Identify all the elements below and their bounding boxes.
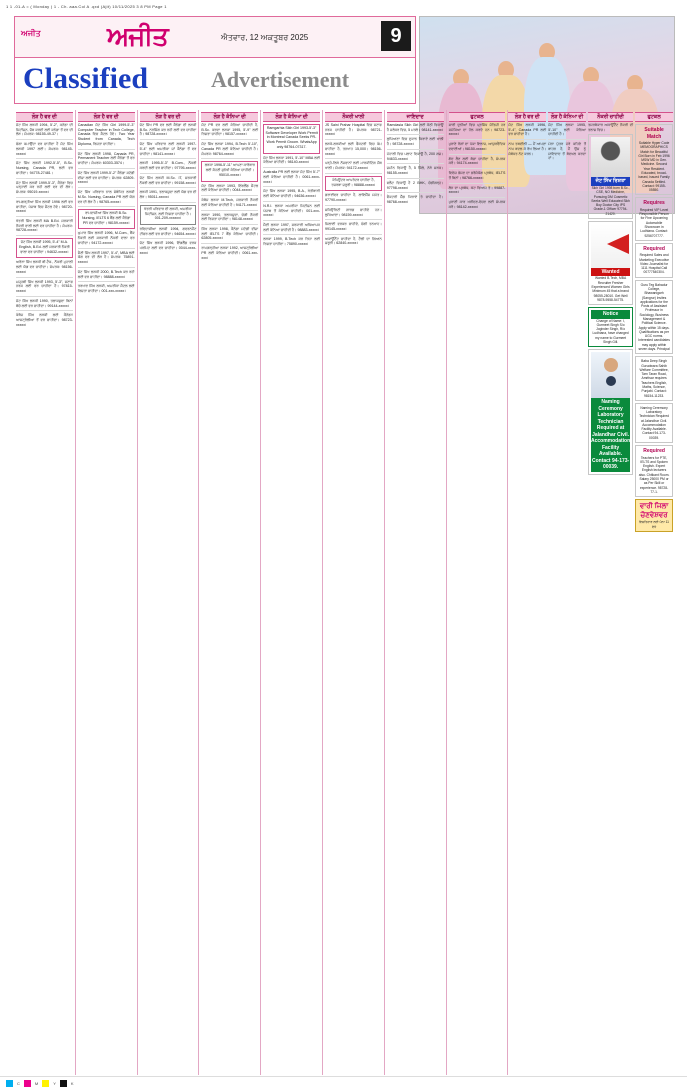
column-7 xyxy=(385,110,447,1075)
rail-category-heading: ਲੋੜ ਹੈ ਵਰ ਦੀ xyxy=(508,112,546,122)
ad-item: ਮਜ਼੍ਹਬੀ ਸਿੱਖ ਲੜਕੀ 1993, 5'-3", ਸਟਾਫ ਨਰਸ ਲਈ ਵਰ ਚਾਹੀਦਾ ਹੈ। 97815-xxxxx। xyxy=(16,279,73,294)
display-ad-title: Required xyxy=(643,245,665,252)
ad-item: ਮੋਹਾਲੀ ਵਿਚ ਪਲਾਟ ਵਿਕਾਊ ਹੈ, 200 ਗਜ਼। 94633-xxxxx। xyxy=(386,151,444,161)
magenta-swatch xyxy=(24,1080,31,1087)
rail-category-heading: ਫੁਟਕਲ xyxy=(635,112,673,122)
column-3 xyxy=(138,110,200,1075)
person-silhouette-icon xyxy=(591,137,630,177)
category-heading: ਲੋੜ ਹੈ ਕੰਨਿਆ ਦੀ xyxy=(263,112,320,122)
notice-title: Notice xyxy=(591,310,630,319)
footer-promo-title: ਵਾਰੀ ਜਿਲਾ ਚੋਣਵੇਸ਼ਵਰ xyxy=(639,503,669,520)
ad-item: ਘੁਮਾਰ ਸਿੱਖ ਲੜਕੀ 1996, M.Com., ਬੈਂਕ ਨੌਕਰੀ ਲਈ ਸਰਕਾਰੀ ਨੌਕਰੀ ਵਾਲਾ ਵਰ ਚਾਹੀਦਾ। 94172-xxxxx। xyxy=(77,231,135,245)
footer-promo-ad[interactable] xyxy=(635,499,673,532)
ad-item: ਲੜਕੇ-ਲੜਕੀਆਂ ਲਈ ਫੈਕਟਰੀ ਵਿਚ ਕੰਮ ਚਾਹੀਦਾ ਹੈ, ਤਨਖਾਹ 15,000। 98156-xxxxx। xyxy=(324,142,382,156)
ad-item: Ramdasia Sikh Girl ਲਈ ਕੋਠੀ ਵਿਕਾਊ ਹੈ ਜਲੰਧਰ ਵਿਚ, 5 ਮਰਲੇ। 98141-xxxxx। xyxy=(386,123,444,132)
ad-item: ਸਾਰੀ ਦੁਨੀਆਂ ਵਿਚ ਪ੍ਰਸਿੱਧ ਜੋਤਿਸ਼ੀ ਹਰ ਸਮੱਸਿਆ ਦਾ ਹੱਲ ਕਰਦੇ ਹਨ। 98723-xxxxx। xyxy=(448,123,506,137)
ad-item: ਲੜਕੀ 1995-5'-3" B.Com., ਨੌਕਰੀ ਕਰਦੀ ਲਈ ਵਰ ਚਾਹੀਦਾ। 97795-xxxxx। xyxy=(139,161,197,171)
display-ad-nurses[interactable] xyxy=(588,349,633,475)
column-2 xyxy=(76,110,138,1075)
display-ad-megaphone[interactable] xyxy=(588,221,633,305)
ad-item: ਜੱਟ ਸਿੱਖ ਲੜਕੀ 1998, Canada PR, Permanent Teacher ਲਈ ਕੈਨੇਡਾ ਤੋਂ ਵਰ ਚਾਹੀਦਾ। ਸੰਪਰਕ: 60303-3574। xyxy=(77,151,135,166)
ad-item: ਸੈਣੀ ਸਿੱਖ ਲੜਕੀ 1997, 5'-4", MBA ਲਈ ਯੋਗ ਵਰ ਦੀ ਲੋੜ ਹੈ। ਸੰਪਰਕ: 75891-xxxxx। xyxy=(77,250,135,265)
ad-item: ਚੰਗਾ ਕਮਾਉਂਦਾ ਵਰ ਚਾਹੀਦਾ ਹੈ ਜੱਟ ਸਿੱਖ ਲੜਕੀ 1997 ਲਈ। ਸੰਪਰਕ: 98145-xxxxx। xyxy=(16,142,73,156)
ad-item: ਪੁਰਾਣੇ ਰੋਗਾਂ ਦਾ ਪੱਕਾ ਇਲਾਜ, ਆਯੁਰਵੈਦਿਕ ਦਵਾਈਆਂ। 98150-xxxxx। xyxy=(448,142,506,151)
display-ad-requires[interactable] xyxy=(635,197,673,240)
display-ad-title: Requires xyxy=(643,200,665,207)
column-1 xyxy=(14,110,76,1075)
rail-ad: ਜੱਟ ਸਿੱਖ ਲੜਕੀ 1996, 5'-4", Canada PR ਲਈ ਵਰ ਚਾਹੀਦਾ ਹੈ। xyxy=(508,123,547,137)
ad-item: ਸਿੱਖ ਲੜਕਾ 1998, ਕੈਨੇਡਾ ਸਟੱਡੀ ਵੀਜ਼ਾ ਲਈ IELTS 7 ਬੈਂਡ ਕੰਨਿਆ ਚਾਹੀਦੀ। 62805-xxxxx। xyxy=(201,227,259,241)
display-ad-title: Wanted xyxy=(591,268,630,277)
ad-item: ਸਿਲਾਈ ਵਰਕਰ ਚਾਹੀਦੇ, ਚੰਗੀ ਤਨਖਾਹ। 99145-xxxxx। xyxy=(324,222,382,232)
ad-item: ਜੱਟ ਸਿੱਖ ਲੜਕਾ 1991, 5'-10" MBA ਲਈ ਕੰਨਿਆ ਚਾਹੀਦੀ। 98140-xxxxx। xyxy=(263,155,320,165)
ad-item: ਫੈਕਟਰੀ ਸ਼ੈੱਡ ਕਿਰਾਏ ਤੇ ਚਾਹੀਦਾ ਹੈ। 98768-xxxxx। xyxy=(386,195,444,205)
classified-title: Classified xyxy=(23,62,149,95)
magenta-label: M xyxy=(34,1080,39,1086)
display-ad-notice[interactable] xyxy=(588,307,633,347)
display-ad-required[interactable] xyxy=(635,243,673,278)
ad-item: ਕੰਬੋਜ ਸਿੱਖ ਲੜਕੀ ਲਈ ਕੈਨੇਡਾ/ਆਸਟ੍ਰੇਲੀਆ ਤੋਂ ਵਰ ਚਾਹੀਦਾ। 98723-xxxxx। xyxy=(16,313,73,327)
category-heading: ਲੋੜ ਹੈ ਕੰਨਿਆ ਦੀ xyxy=(201,112,258,122)
ad-item: ਤਰਖਾਣ ਸਿੱਖ ਲੜਕੀ, ਅਮਰੀਕਾ ਸੈਟਲ ਲਈ ਰਿਸ਼ਤਾ ਚਾਹੀਦਾ। 001-xxx-xxxxx। xyxy=(77,284,135,294)
category-heading: ਫੁਟਕਲ xyxy=(449,112,506,122)
display-ad-school[interactable] xyxy=(635,356,673,401)
megaphone-icon xyxy=(591,224,630,268)
rail-small-ad: ਨਾਮ ਤਬਦੀਲੀ — ਮੈਂ ਆਪਣਾ ਨਾਮ ਬਦਲ ਕੇ ਰੱਖ ਲਿਆ ਹੈ। ਸੰਬੰਧਤ ਨੋਟ ਕਰਨ। xyxy=(508,142,547,156)
ad-item: N.R.I. ਲੜਕਾ ਅਮਰੀਕਾ ਸਿਟੀਜ਼ਨ ਲਈ ਪੰਜਾਬ ਤੋਂ ਕੰਨਿਆ ਚਾਹੀਦੀ। 001-xxx-xxxxx। xyxy=(263,203,320,218)
print-header xyxy=(0,0,687,12)
ad-item: Canadian ਜੱਟ ਸਿੱਖ Girl 1999-5'-3" Computer Teacher in Tech College, Canada ਵਿਚ ਸੈਟਲ ਹੋਵੇ। Two Year Student from Canada, Tech Diploma, ਰਿਸ਼ਤਾ ਚਾਹੀਦਾ। xyxy=(77,123,135,146)
school-ad-text: Baba Deep Singh Gurudwara Sahib Welfare Committee, Tarn Taran Road, Amritsar requires Teachers English, Maths, Science, Punjabi. Contact: 98154-11233. xyxy=(639,359,669,398)
display-ad-body: Required Sales and Marketing Executive Video Journalist for 1111 Hospital Call 00777540304. xyxy=(639,253,669,275)
display-ad-lab[interactable] xyxy=(635,403,673,443)
ad-item-boxed: ਲੜਕਾ 1996-5'-11" ਆਪਣਾ ਕਾਰੋਬਾਰ ਲਈ ਸੋਹਣੀ ਸੁਨੱਖੀ ਕੰਨਿਆ ਚਾਹੀਦੀ। 95010-xxxxx। xyxy=(204,163,255,177)
ad-item: ਰਵਿਦਾਸੀਆ ਲੜਕੀ 1994, ਗਵਰਨਮੈਂਟ ਟੀਚਰ ਲਈ ਵਰ ਚਾਹੀਦਾ। 94654-xxxxx। xyxy=(139,227,197,236)
ad-item: ਜੱਟ ਸਿੱਖ ਲੜਕਾ 1995, B.A., ਖੇਤੀਬਾੜੀ ਲਈ ਕੰਨਿਆ ਚਾਹੀਦੀ। 94636-xxxxx। xyxy=(263,189,320,199)
display-ad-body: Sikh Girl 1998 born B.Sc., CSE, NO Medicine, Pursuing DM Cosmetic Seeks Well Educated Sikh Boy Doctor City IPS Grade-1 Officer 97794-21420. xyxy=(591,185,630,216)
ad-item: ਜ਼ਮੀਨ ਵਿਕਾਊ ਹੈ, 5 ਕਿੱਲੇ, ਨੇੜੇ ਸੜਕ। 98155-xxxxx। xyxy=(386,166,444,176)
masthead xyxy=(14,16,416,104)
ad-item: ਸਕਿਉਰਿਟੀ ਗਾਰਡ ਚਾਹੀਦੇ ਹਨ। ਲੁਧਿਆਣਾ। 98159-xxxxx। xyxy=(324,207,382,217)
display-ad-body: Suitable Hyper Code MEMOGRAPHICS Match for Beautiful Girl Born in Feb 1996 MSW MD in Gen. Medicine. Second Year Resident. Educated, broad-based, Issued Family Canada Settled. Contact: 99155-05550. xyxy=(638,141,670,193)
color-registration-bar xyxy=(0,1076,687,1089)
ad-item: ਪੁਰਾਣੀ ਕਾਰ ਖਰੀਦਣ-ਵੇਚਣ ਲਈ ਸੰਪਰਕ ਕਰੋ। 98142-xxxxx। xyxy=(448,200,506,209)
ad-item: ਡਰਾਈਵਰ ਚਾਹੀਦਾ ਹੈ, ਲਾਇਸੈਂਸ ਸਮੇਤ। 97790-xxxxx। xyxy=(324,193,382,203)
category-heading: ਲੋੜ ਹੈ ਵਰ ਦੀ xyxy=(140,112,197,122)
ad-item: ਕੰਬੋਜ ਲੜਕਾ M.Tech, ਸਰਕਾਰੀ ਨੌਕਰੀ ਲਈ ਕੰਨਿਆ ਚਾਹੀਦੀ ਹੈ। 94171-xxxxx। xyxy=(201,198,259,207)
ad-item: ਜੱਟ ਸਿੱਖ ਲੜਕਾ 1994, B.Tech 5'-10", Canada PR ਲਈ ਕੰਨਿਆ ਚਾਹੀਦੀ ਹੈ। ਸੰਪਰਕ: 98764-xxxxx। xyxy=(201,142,259,156)
ad-item: ਜੱਟ ਸਿੱਖ ਲੜਕੀ 1992-5'-5", B.Sc. Nursing, Canada PR, ਲਈ ਵਰ ਚਾਹੀਦਾ। 94778-27481। xyxy=(16,161,73,175)
yellow-label: Y xyxy=(53,1080,56,1086)
display-ad-teachers[interactable] xyxy=(635,445,673,497)
footer-promo-sub: ਇਸ਼ਤਿਹਾਰ ਲਈ ਪੰਨਾ 11 ਵੇਖੋ xyxy=(639,520,669,529)
category-heading: ਲੋੜ ਹੈ ਵਰ ਦੀ xyxy=(16,112,73,122)
display-ad-jat-sikh[interactable] xyxy=(588,134,633,218)
ad-item: ਜੱਟ ਸਿੱਖ ਲੜਕੀ M.Sc. IT, ਸਰਕਾਰੀ ਨੌਕਰੀ ਲਈ ਵਰ ਚਾਹੀਦਾ। 99158-xxxxx। xyxy=(139,175,197,185)
masthead-title-row xyxy=(15,58,415,103)
ad-item: ਜੱਟ ਸਿੱਖ ਲੜਕੀ 1999-5'-3", ਕੈਨੇਡਾ ਵਿਚ ਪੜ੍ਹਾਈ ਕਰ ਰਹੀ ਲਈ ਵਰ ਦੀ ਲੋੜ। ਸੰਪਰਕ: 95019-xxxxx। xyxy=(16,180,73,195)
rail-ad: ਤਜਰਬੇਕਾਰ ਅਕਾਊਂਟੈਂਟ ਨੌਕਰੀ ਦੀ ਤਲਾਸ਼ ਵਿਚ। xyxy=(588,123,634,132)
ad-item-boxed: ਜੱਟ ਸਿੱਖ ਲੜਕੀ 1995, 5'-4" M.A. English, B.Ed. ਲਈ ਸਰਕਾਰੀ ਨੌਕਰੀ ਵਾਲਾ ਵਰ ਚਾਹੀਦਾ। 94632-xxxxx। xyxy=(19,240,70,254)
right-rail xyxy=(508,110,673,1075)
display-ad-title: Naming Ceremony Laboratory Technician Required at Jalandhar Civil. Accommodation Facility Available. Contact 94-173-00039. xyxy=(591,399,631,471)
rail-category-heading: ਨੌਕਰੀ ਚਾਹੀਦੀ xyxy=(588,112,633,122)
ad-item: ਜੱਟ ਸਿੱਖ ਪਰਿਵਾਰ ਨਾਲ ਸੰਬੰਧਿਤ ਲੜਕੀ M.Sc. Nursing, Canada PR ਲਈ ਯੋਗ ਵਰ ਦੀ ਲੋੜ ਹੈ। 98765-xxxxx। xyxy=(77,190,135,204)
display-ad-suitable-match[interactable] xyxy=(635,124,673,195)
cyan-swatch xyxy=(6,1080,13,1087)
ad-item-boxed: Ramgarhia Sikh Girl 1993-5'-3" Software Developer Work Permit in Montreal Canada Seeks PR-Work Permit Groom. WhatsApp only 98764-07317. xyxy=(265,126,318,149)
ad-item: ਖੱਤਰੀ ਸਿੱਖ ਲੜਕੀ MA B.Ed. ਸਰਕਾਰੀ ਨੌਕਰੀ ਵਾਲੀ ਲਈ ਵਰ ਚਾਹੀਦਾ ਹੈ। ਸੰਪਰਕ: 98728-xxxxx। xyxy=(16,219,73,233)
black-swatch xyxy=(60,1080,67,1087)
ad-item: ਰਾਮਗੜ੍ਹੀਆ ਲੜਕਾ 1992, ਆਸਟ੍ਰੇਲੀਆ PR ਲਈ ਕੰਨਿਆ ਚਾਹੀਦੀ। 0061-xxx-xxx। xyxy=(201,246,259,260)
ad-item: ਜੱਟ PR ਵਰ ਲਈ ਕੰਨਿਆ ਚਾਹੀਦੀ ਹੈ, B.Sc. ਕਰਦਾ ਲੜਕਾ 1995, 5'-9" ਲਈ ਰਿਸ਼ਤਾ ਚਾਹੀਦਾ। 98157-xxxxx। xyxy=(201,123,259,137)
print-header-text: 1 1 -01-A = ( Monday ) 1 - Ch. aaa.Col A .qxd (Ajit) 10/11/2025 3 8 PM Page 1 xyxy=(6,3,167,9)
display-ad-title: Suitable Match xyxy=(644,127,664,140)
ad-item: ਅਕਾਊਂਟੈਂਟ ਚਾਹੀਦਾ ਹੈ, ਟੈਲੀ ਦਾ ਗਿਆਨ ਜ਼ਰੂਰੀ। 62840-xxxxx। xyxy=(324,236,382,246)
ad-item: ਜੱਟ ਸਿੱਖ PR ਵਰ ਲਈ ਕੈਨੇਡਾ ਦੀ ਲੜਕੀ B.Sc. ਨਰਸਿੰਗ ਕਰ ਰਹੀ ਲਈ ਵਰ ਚਾਹੀਦਾ ਹੈ। 98728-xxxxx। xyxy=(139,123,197,137)
column-6 xyxy=(323,110,385,1075)
masthead-left-label: ਅਜੀਤ xyxy=(21,29,41,38)
ad-item: ਜੱਟ ਸਿੱਖ ਲੜਕੀ 1990, ਤਲਾਕਸ਼ੁਦਾ ਬਿਨਾਂ ਬੱਚੇ ਲਈ ਵਰ ਚਾਹੀਦਾ। 99144-xxxxx। xyxy=(16,298,73,308)
ad-item: Australia PR ਲਈ ਲੜਕਾ ਜੱਟ ਸਿੱਖ 5'-7" ਲਈ ਕੰਨਿਆ ਚਾਹੀਦੀ ਹੈ। 0061-xxxx-xxxx। xyxy=(263,170,320,184)
ad-item: ਅਰੋੜਾ ਸਿੱਖ ਲੜਕੀ ਬੀ.ਟੈਕ., ਨੌਕਰੀ ਮੁਹਾਲੀ ਲਈ ਯੋਗ ਵਰ ਚਾਹੀਦਾ। ਸੰਪਰਕ: 98156-xxxxx। xyxy=(16,260,73,274)
category-heading: ਨੌਕਰੀ ਖਾਲੀ xyxy=(325,112,382,122)
display-ad-college[interactable] xyxy=(635,280,673,355)
ad-item: ਜੱਟ ਸਿੱਖ ਪਰਿਵਾਰ ਲਈ ਲੜਕੀ 1997-5'-4" ਲਈ ਅਮਰੀਕਾ ਜਾਂ ਕੈਨੇਡਾ ਤੋਂ ਵਰ ਚਾਹੀਦਾ। 98141-xxxxx। xyxy=(139,142,197,156)
ad-item: ਲੜਕੀ 1991, ਤਲਾਕਸ਼ੁਦਾ ਲਈ ਯੋਗ ਵਰ ਦੀ ਲੋੜ। 95011-xxxxx। xyxy=(139,190,197,200)
category-heading: ਜਾਇਦਾਦ xyxy=(387,112,444,122)
ad-item: ਗੋਦ ਲੈਣ ਲਈ ਬੱਚਾ ਚਾਹੀਦਾ ਹੈ, ਸੰਪਰਕ ਕਰੋ। 94174-xxxxx। xyxy=(448,156,506,166)
ad-item-boxed: ਰਾਮਦਾਸੀਆ ਸਿੱਖ ਲੜਕੀ B.Sc. Nursing, IELTS 6 ਬੈਂਡ ਲਈ ਕੈਨੇਡਾ PR ਵਰ ਚਾਹੀਦਾ। 98159-xxxxx। xyxy=(81,211,131,225)
ad-item: JS Saini Prahar Hospital ਵਿਚ ਸਟਾਫ ਨਰਸ ਚਾਹੀਦੀ ਹੈ। ਸੰਪਰਕ: 98721-xxxxx। xyxy=(324,123,382,137)
issue-date: ਐਤਵਾਰ, 12 ਅਕਤੂਬਰ 2025 xyxy=(221,33,309,42)
ajit-logo: ਅਜੀਤ xyxy=(107,21,168,51)
ad-item: ਲੜਕਾ 1990, ਤਲਾਕਸ਼ੁਦਾ, ਚੰਗੀ ਨੌਕਰੀ ਲਈ ਰਿਸ਼ਤਾ ਚਾਹੀਦਾ। 98148-xxxxx। xyxy=(201,212,259,222)
display-ad-title: Required xyxy=(643,448,665,455)
ad-item: ਫਲੈਟ ਵਿਕਾਊ ਹੈ 2 BHK, ਚੰਡੀਗੜ੍ਹ। 97798-xxxxx। xyxy=(386,180,444,190)
lab-ad-text: Naming Ceremony Laboratory Technician Required at Jalandhar Civil. Accommodation Facility Available. Contact 94-173-00039. xyxy=(639,405,670,440)
masthead-top-row xyxy=(15,17,415,58)
rail-ad: ਜੱਟ ਸਿੱਖ ਲੜਕਾ 1995, 5'-10" ਲਈ ਕੰਨਿਆ ਚਾਹੀਦੀ ਹੈ। xyxy=(548,123,586,137)
ad-item: ਜੱਟ ਸਿੱਖ ਲੜਕੀ 1994, 5'-2", ਕਨੇਡਾ ਦੀ ਸਿਟੀਜ਼ਨ, ਜੌਬ ਕਰਦੀ ਲਈ ਕਨੇਡਾ ਤੋਂ ਵਰ ਦੀ ਲੋੜ। ਸੰਪਰਕ: 98155-49-37। xyxy=(16,123,73,137)
ad-item: ਲੋਨ ਦਾ ਪ੍ਰਬੰਧ, ਘੱਟ ਵਿਆਜ ਤੇ। 99887-xxxxx। xyxy=(448,185,506,195)
ad-item: ਵਿਦੇਸ਼ ਭੇਜਣ ਦਾ ਭਰੋਸੇਯੋਗ ਪ੍ਰਬੰਧ, IELTS ਤੋਂ ਬਿਨਾਂ। 98766-xxxxx। xyxy=(448,171,506,180)
notice-body: Change of Name: I, Gurmeet Singh S/o Joginder Singh, R/o Ludhiana, have changed my name to Gurmeet Singh Gill. xyxy=(592,318,629,345)
ad-item: ਜੱਟ ਸਿੱਖ ਲੜਕੀ 2000, B.Tech ਕਰ ਰਹੀ ਲਈ ਵਰ ਚਾਹੀਦਾ। 98888-xxxxx। xyxy=(77,269,135,279)
black-label: K xyxy=(70,1080,74,1086)
ad-item: ਜੱਟ ਸਿੱਖ ਲੜਕੀ 1999-5'-2" ਕੈਨੇਡਾ ਸਟੱਡੀ ਵੀਜ਼ਾ ਲਈ ਵਰ ਚਾਹੀਦਾ। ਸੰਪਰਕ: 62809-xxxxx। xyxy=(77,170,135,185)
ad-item-boxed: ਕੰਪਿਊਟਰ ਆਪਰੇਟਰ ਚਾਹੀਦਾ ਹੈ, ਤਜਰਬਾ ਜ਼ਰੂਰੀ। 98888-xxxxx। xyxy=(331,177,376,187)
column-4 xyxy=(199,110,261,1075)
column-5 xyxy=(261,110,323,1075)
rail-category-heading: ਲੋੜ ਹੈ ਕੰਨਿਆ ਦੀ xyxy=(548,112,586,122)
ad-item: ਰਾਮਗੜ੍ਹੀਆ ਸਿੱਖ ਲੜਕੀ 1996 ਲਈ ਵਰ ਚਾਹੀਦਾ, ਪੰਜਾਬ ਵਿਚ ਸੈਟਲ ਹੋਵੇ। 98720-xxxxx। xyxy=(16,199,73,214)
yellow-swatch xyxy=(42,1080,49,1087)
display-ad-body: Wanted B.Tech, MBA Recruiter Fresher Experienced Women Girls Minimum 45 that a brand 98055-28010. Get Well 9878-9558-54775. xyxy=(591,276,630,302)
classified-columns xyxy=(14,110,673,1075)
ad-item: ਜੱਟ ਸਿੱਖ ਲੜਕੀ 1996, ਇੰਗਲੈਂਡ ਵਰਕ ਪਰਮਿਟ ਲਈ ਵਰ ਚਾਹੀਦਾ। 0044-xxxx-xxxx। xyxy=(139,241,197,255)
display-ad-title: ਜੱਟ ਸਿੱਖ ਰਿਸ਼ਤਾ xyxy=(591,177,630,186)
advertisement-title: Advertisement xyxy=(211,67,350,92)
ad-item: ਜੱਟ ਸਿੱਖ ਲੜਕਾ 1993, ਇੰਗਲੈਂਡ ਸੈਟਲ ਲਈ ਕੰਨਿਆ ਚਾਹੀਦੀ। 0044-xxxxx। xyxy=(201,183,259,193)
ad-item: ਲੁਧਿਆਣਾ ਵਿਚ ਦੁਕਾਨ ਕਿਰਾਏ ਲਈ ਖਾਲੀ ਹੈ। 98728-xxxxx। xyxy=(386,137,444,147)
category-heading: ਲੋੜ ਹੈ ਵਰ ਦੀ xyxy=(78,112,135,122)
ad-item: ਪੜ੍ਹੇ-ਲਿਖੇ ਨੌਜਵਾਨਾਂ ਲਈ ਮਾਰਕੀਟਿੰਗ ਜੌਬ ਖਾਲੀ। ਸੰਪਰਕ: 94172-xxxxx। xyxy=(324,161,382,171)
college-ad-text: Guru Teg Bahadur College, Bhawanigarh (Sangrur) Invites applications for the Posts of Assistant Professor in Sociology, Business Management & Political Science. Apply within 15 days. Qualifications as per UGC norms. Interested candidates may apply within seven days. Principal xyxy=(638,282,670,351)
rail-small-ad: ਮੇਰਾ ਪੁੱਤਰ ਮੇਰੇ ਕਹਿਣੇ ਤੋਂ ਬਾਹਰ ਹੈ, ਮੈਂ ਉਸ ਨੂੰ ਜਾਇਦਾਦ ਤੋਂ ਬੇਦਖਲ ਕਰਦਾ ਹਾਂ। xyxy=(548,142,586,161)
ad-item: ਲੜਕਾ 1999, B.Tech ਕਰ ਰਿਹਾ ਲਈ ਰਿਸ਼ਤਾ ਚਾਹੀਦਾ। 75890-xxxxx। xyxy=(263,237,320,247)
nurse-photo-icon xyxy=(591,352,630,398)
ad-item-boxed: ਖੱਤਰੀ ਪਰਿਵਾਰ ਦੀ ਲੜਕੀ, ਅਮਰੀਕਾ ਸਿਟੀਜ਼ਨ, ਲਈ ਰਿਸ਼ਤਾ ਚਾਹੀਦਾ ਹੈ। 001-209-xxxxxx। xyxy=(143,206,193,221)
column-8 xyxy=(447,110,509,1075)
display-ad-body: Teachers for PTE, IELTS and Spoken English. Expert English lecturers also. Chitkant Room. Salary 25000 PM or as Per Skill or experience. 98728-77-1. xyxy=(638,455,670,494)
page-number: 9 xyxy=(381,21,411,51)
ad-item: ਸੈਣੀ ਲੜਕਾ 1997, ਸਰਕਾਰੀ ਅਧਿਆਪਕ ਲਈ ਕੰਨਿਆ ਚਾਹੀਦੀ ਹੈ। 98883-xxxxx। xyxy=(263,223,320,232)
cyan-label: C xyxy=(17,1080,20,1086)
display-ad-body: Required VIP Level Responsible Person for Fine Upcoming Automobile Showroom in Ludhiana. Contact: 9256707777. xyxy=(639,207,669,238)
